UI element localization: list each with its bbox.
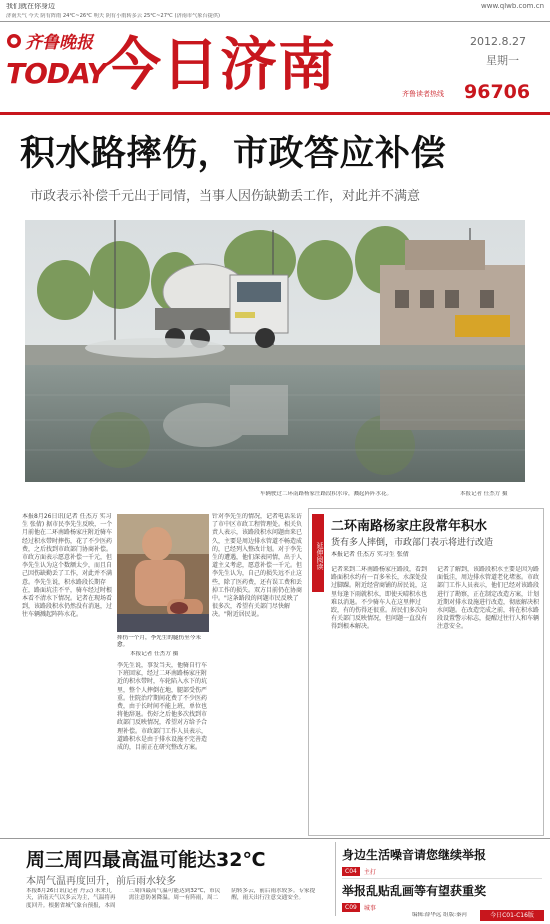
lead-body-middle: 李先生说，事发当天，他骑自行车下班回家，经过二环南路杨家庄附近的积水带时，车轮陷入水下的坑里，整个人摔倒在地，腿部受伤严重。住院治疗期间花费了不少医药费，由于长时间不能上班，单位也将他辞退。伤好之后他多次找到市政部门反映情况，希望对方给予合理补偿。市政部门工作人员表示，道路积水是由于排水设施不完善造成的，目前正在研究整改方案。 (117, 662, 208, 752)
lead-photo-caption: 车辆驶过二环南路杨家庄路段积水带，溅起阵阵水花。 (260, 491, 393, 497)
weather-headline: 周三周四最高温可能达32℃ (26, 849, 266, 871)
divider (0, 21, 550, 22)
injury-photo-credit: 本报记者 任杰方 摄 (130, 651, 179, 657)
lead-subheadline: 市政表示补偿千元出于同情，当事人因伤缺勤丢工作，对此并不满意 (30, 189, 421, 204)
issue-weekday: 星期一 (486, 54, 519, 67)
hotline-number[interactable]: 96706 (464, 81, 531, 103)
page-range-badge: 今日C01-C16版 (480, 910, 544, 921)
logo-en: TODAY (6, 57, 106, 90)
lead-photo-credit: 本报记者 任杰方 摄 (460, 491, 508, 497)
injury-photo (117, 514, 209, 632)
weather-line: 济南天气 今天 阴有阵雨 24℃~26℃ 明天 阴有小雨转多云 25℃~27℃ (济南市气象台提供) (6, 13, 221, 19)
masthead-rule (0, 112, 550, 115)
index-item[interactable] (342, 846, 542, 876)
side-story-body-right: 记者了解到，该路段积水主要是因为路面低洼，周边排水管道老化堵塞。市政部门工作人员表示，他们已经对该路段进行了勘察，正在制定改造方案，计划近期对排水设施进行改造，彻底解决积水问题。在改造完成之前，将在积水路段设置警示标志，提醒过往行人和车辆注意安全。 (437, 566, 539, 631)
divider (342, 878, 542, 879)
website-url[interactable]: www.qlwb.com.cn (481, 3, 544, 10)
logo-emblem-icon (6, 33, 22, 49)
side-story-tag: 延伸阅读 (312, 514, 324, 592)
section-title: 今日济南 (104, 32, 336, 98)
editor-credit: 编辑:薛华远 组版:秦河 (412, 912, 467, 918)
side-story-byline: 本报记者 任杰方 实习生 张倩 (331, 551, 409, 558)
lead-headline: 积水路摔伤，市政答应补偿 (20, 134, 447, 174)
issue-date: 2012.8.27 (470, 35, 526, 48)
injury-photo-caption: 摔伤一个月，李先生的腿伤至今未愈。 (117, 635, 201, 648)
weather-body: 本报8月26日讯(记者 丹云) 未来几天，济南天气以多云为主，气温将再度回升。根据省城气象台预报，本周三周四最高气温可能达到32℃，市民需注意防暑降温。周一有阵雨，周二阴转多云，前后雨水较多。专家提醒，雨天出行注意交通安全。 (26, 888, 316, 909)
side-story-headline: 二环南路杨家庄段常年积水 (331, 519, 488, 534)
hotline-label: 齐鲁读者热线 (402, 90, 444, 98)
index-item[interactable] (342, 882, 542, 912)
top-slogan: 我们就在你身边 (6, 3, 55, 10)
logo-cn: 齐鲁晚报 (25, 33, 93, 53)
index-section: 主打 (363, 869, 376, 876)
weather-subheadline: 本周气温再度回升，前后雨水较多 (26, 876, 176, 887)
lead-body-left: 本报8月26日讯(记者 任杰方 实习生 张倩) 据市民李先生反映，一个月前他在二环南路杨家庄附近骑车经过积水带时摔伤，花了不少医药费，之后找到市政部门协商补偿。市政方面表示愿意补偿一千元，但李先生认为这个数额太少，而且自己因伤缺勤丢了工作，对此并不满意。李先生说，积水路段长期存在，路面坑洼不平，骑车经过时根本看不清水下情况。记者在现场看到，该路段积水仍然没有消退，过往车辆溅起阵阵水花。 (22, 513, 113, 619)
side-story-subheadline: 货有多人摔倒，市政部门表示将进行改造 (331, 538, 494, 548)
index-page: C09 (342, 903, 360, 912)
divider (0, 838, 550, 839)
lead-photo (25, 220, 525, 482)
divider (335, 842, 336, 916)
index-headline[interactable]: 举报乱贴乱画等有望获重奖 (342, 884, 487, 898)
index-page: C04 (342, 867, 360, 876)
index-headline[interactable]: 身边生活噪音请您继续举报 (342, 848, 487, 862)
side-story-body-left: 记者来到二环南路杨家庄路段，看到路面积水约有一百多米长，水深处没过脚踝。附近经营商铺的居民说，这里每逢下雨就积水，即使天晴积水也难以消退。不少骑车人在这里摔过跤，有的伤得还很重。居民们多次向有关部门反映情况，但问题一直没有得到根本解决。 (331, 566, 428, 631)
newspaper-logo (6, 28, 106, 100)
index-section: 城事 (363, 905, 376, 912)
lead-body-right: 针对李先生的情况，记者电话采访了市中区市政工程管理处。相关负责人表示，该路段积水问题由来已久，主要是周边排水管道不畅造成的，已经列入整改计划。对于李先生的遭遇，他们深表同情，出于人道主义考虑，愿意补偿一千元。但李先生认为，自己的损失远不止这些，除了医药费，还有误工费和丢掉工作的损失。双方目前仍在协商中。"这条路段的问题市民反映了很多次，希望有关部门尽快解决。"附近居民说。 (212, 513, 303, 619)
